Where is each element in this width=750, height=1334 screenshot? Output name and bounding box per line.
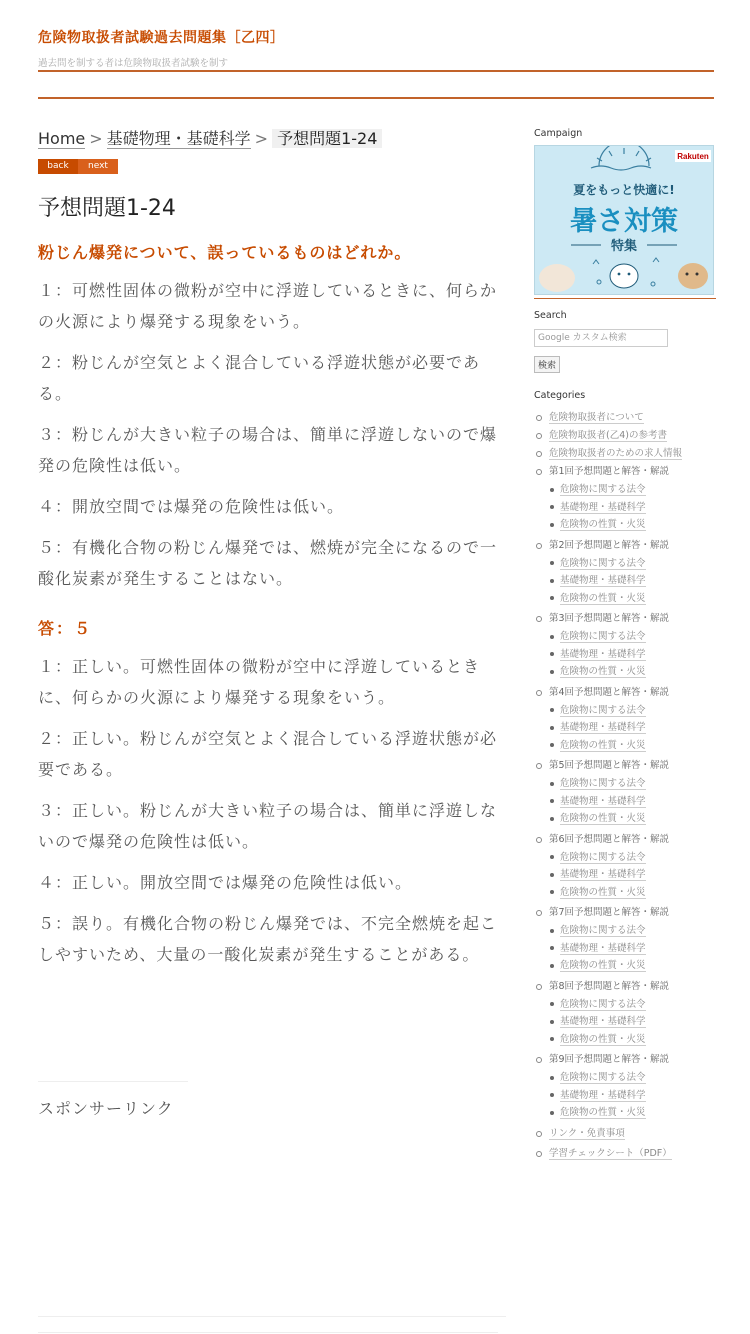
subcategory-item [549, 646, 716, 664]
subcategory-item [549, 1013, 716, 1031]
subcategory-item [549, 775, 716, 793]
subcategory-item [549, 719, 716, 737]
subcategory-link[interactable]: 危険物に関する法令 [560, 851, 646, 863]
round-label: 第3回予想問題と解答・解説 [549, 613, 670, 624]
round-label: 第1回予想問題と解答・解説 [549, 466, 670, 477]
round-category [534, 537, 716, 608]
subcategory-link[interactable]: 基礎物理・基礎科学 [560, 648, 646, 660]
categories-title: Categories [534, 390, 586, 401]
breadcrumb [38, 128, 506, 154]
category-item [534, 1145, 716, 1163]
category-link[interactable]: 危険物取扱者のための求人情報 [549, 448, 683, 459]
subcategory-link[interactable]: 基礎物理・基礎科学 [560, 942, 646, 954]
subcategory-link[interactable]: 危険物の性質・火災 [560, 1033, 646, 1045]
question-option: ５：有機化合物の粉じん爆発では、燃焼が完全になるので一酸化炭素が発生することはない。 [38, 538, 498, 588]
round-sublist [549, 775, 716, 828]
subcategory-item [549, 572, 716, 590]
subcategory-link[interactable]: 危険物の性質・火災 [560, 813, 646, 824]
category-item [534, 409, 716, 427]
site-header [38, 24, 714, 69]
subcategory-item [549, 940, 716, 958]
subcategory-link[interactable]: 危険物の性質・火災 [560, 666, 646, 677]
nav-divider [38, 97, 714, 99]
post-navigation [38, 159, 506, 174]
breadcrumb-current: 予想問題1-24 [272, 129, 382, 148]
subcategory-link[interactable]: 危険物の性質・火災 [560, 592, 646, 604]
subcategory-item [549, 849, 716, 867]
round-label: 第9回予想問題と解答・解説 [549, 1054, 670, 1065]
subcategory-link[interactable]: 危険物に関する法令 [560, 925, 646, 936]
footer-divider [38, 1316, 506, 1317]
footer-divider [38, 1332, 498, 1333]
round-category [534, 904, 716, 975]
search-button[interactable]: 検索 [534, 356, 560, 373]
round-sublist [549, 555, 716, 608]
subcategory-link[interactable]: 危険物に関する法令 [560, 998, 646, 1010]
round-label: 第2回予想問題と解答・解説 [549, 539, 670, 551]
subcategory-item [549, 884, 716, 902]
subcategory-link[interactable]: 危険物に関する法令 [560, 704, 646, 716]
search-input[interactable]: Google カスタム検索 [534, 329, 668, 347]
subcategory-item [549, 702, 716, 720]
round-sublist [549, 702, 716, 755]
round-category [534, 978, 716, 1049]
rakuten-logo: Rakuten [677, 152, 709, 161]
post-title: 予想問題1-24 [38, 196, 176, 221]
subcategory-item [549, 996, 716, 1014]
site-description: 過去問を制する者は危険物取扱者試験を制す [38, 58, 229, 69]
campaign-divider [534, 298, 716, 299]
round-label: 第4回予想問題と解答・解説 [549, 686, 670, 698]
breadcrumb-separator: > [254, 129, 269, 148]
subcategory-link[interactable]: 基礎物理・基礎科学 [560, 869, 646, 880]
category-item [534, 427, 716, 445]
subcategory-item [549, 922, 716, 940]
header-divider [38, 70, 714, 72]
subcategory-link[interactable]: 基礎物理・基礎科学 [560, 1016, 646, 1027]
subcategory-link[interactable]: 基礎物理・基礎科学 [560, 722, 646, 733]
round-category [534, 684, 716, 755]
sidebar [534, 128, 716, 1163]
answer-explanation: ２：正しい。粉じんが空気とよく混合している浮遊状態が必要である。 [38, 729, 498, 779]
banner-line3: 特集 [610, 239, 638, 254]
round-label: 第5回予想問題と解答・解説 [549, 760, 670, 771]
sponsor-label: スポンサーリンク [38, 1099, 174, 1118]
subcategory-link[interactable]: 危険物の性質・火災 [560, 739, 646, 751]
subcategory-item [549, 516, 716, 534]
subcategory-link[interactable]: 危険物の性質・火災 [560, 519, 646, 530]
category-item [534, 445, 716, 463]
subcategory-link[interactable]: 危険物の性質・火災 [560, 886, 646, 898]
subcategory-item [549, 663, 716, 681]
round-sublist [549, 849, 716, 902]
subcategory-item [549, 1087, 716, 1105]
sponsor-divider [38, 1081, 188, 1082]
round-category [534, 610, 716, 681]
question-option: ４：開放空間では爆発の危険性は低い。 [38, 497, 345, 516]
subcategory-link[interactable]: 危険物に関する法令 [560, 557, 646, 569]
subcategory-link[interactable]: 危険物に関する法令 [560, 631, 646, 642]
question-option: １：可燃性固体の微粉が空中に浮遊しているときに、何らかの火源により爆発する現象をいう。 [38, 281, 498, 331]
banner-line2: 暑さ対策 [570, 206, 678, 237]
subcategory-item [549, 481, 716, 499]
question-text: 粉じん爆発について、誤っているものはどれか。 [38, 243, 412, 262]
subcategory-link[interactable]: 基礎物理・基礎科学 [560, 575, 646, 586]
answer-explanation: ５：誤り。有機化合物の粉じん爆発では、不完全燃焼を起こしやすいため、大量の一酸化炭素が発生することがある。 [38, 914, 498, 964]
round-sublist [549, 481, 716, 534]
subcategory-link[interactable]: 基礎物理・基礎科学 [560, 501, 646, 513]
round-label: 第8回予想問題と解答・解説 [549, 980, 670, 992]
subcategory-link[interactable]: 基礎物理・基礎科学 [560, 795, 646, 807]
round-label: 第6回予想問題と解答・解説 [549, 833, 670, 845]
round-sublist [549, 1069, 716, 1122]
subcategory-item [549, 737, 716, 755]
subcategory-item [549, 810, 716, 828]
subcategory-link[interactable]: 危険物に関する法令 [560, 778, 646, 789]
search-title: Search [534, 310, 567, 321]
main-content [38, 128, 506, 970]
round-label: 第7回予想問題と解答・解説 [549, 907, 670, 918]
answer-explanation: １：正しい。可燃性固体の微粉が空中に浮遊しているときに、何らかの火源により爆発する現象をいう。 [38, 657, 481, 707]
answer-label: 答：５ [38, 619, 93, 638]
question-option: ３：粉じんが大きい粒子の場合は、簡単に浮遊しないので爆発の危険性は低い。 [38, 425, 498, 475]
breadcrumb-category-link[interactable]: 基礎物理・基礎科学 [106, 129, 251, 148]
subcategory-item [549, 1104, 716, 1122]
category-link[interactable]: 危険物取扱者(乙4)の参考書 [549, 430, 667, 441]
category-link[interactable]: リンク・免責事項 [549, 1127, 625, 1139]
subcategory-item [549, 628, 716, 646]
search-form [534, 329, 716, 373]
subcategory-item [549, 793, 716, 811]
subcategory-item [549, 1031, 716, 1049]
round-category [534, 757, 716, 828]
campaign-banner-graphic [535, 146, 713, 294]
subcategory-link[interactable]: 危険物の性質・火災 [560, 1107, 646, 1118]
subcategory-link[interactable]: 危険物に関する法令 [560, 1072, 646, 1083]
campaign-banner[interactable] [534, 145, 714, 295]
subcategory-item [549, 957, 716, 975]
subcategory-link[interactable]: 危険物に関する法令 [560, 484, 646, 495]
round-sublist [549, 628, 716, 681]
subcategory-item [549, 590, 716, 608]
category-item [534, 1125, 716, 1143]
round-sublist [549, 922, 716, 975]
round-category [534, 1051, 716, 1122]
subcategory-item [549, 499, 716, 517]
subcategory-item [549, 1069, 716, 1087]
round-category [534, 463, 716, 534]
site-title[interactable]: 危険物取扱者試験過去問題集［乙四］ [38, 30, 285, 46]
category-link[interactable]: 学習チェックシート（PDF） [549, 1147, 672, 1159]
breadcrumb-separator: > [89, 129, 103, 148]
next-button[interactable]: next [78, 159, 118, 174]
back-button[interactable]: back [38, 159, 78, 174]
subcategory-item [549, 866, 716, 884]
subcategory-link[interactable]: 危険物の性質・火災 [560, 960, 646, 971]
question-option: ２：粉じんが空気とよく混合している浮遊状態が必要である。 [38, 353, 481, 403]
round-category [534, 831, 716, 902]
subcategory-link[interactable]: 基礎物理・基礎科学 [560, 1089, 646, 1101]
categories-list [534, 409, 716, 1163]
answer-explanation: ４：正しい。開放空間では爆発の危険性は低い。 [38, 873, 413, 892]
round-sublist [549, 996, 716, 1049]
category-link[interactable]: 危険物取扱者について [549, 412, 644, 423]
breadcrumb-home-link[interactable]: Home [38, 129, 86, 148]
campaign-title: Campaign [534, 128, 583, 139]
answer-explanation: ３：正しい。粉じんが大きい粒子の場合は、簡単に浮遊しないので爆発の危険性は低い。 [38, 801, 498, 851]
banner-line1: 夏をもっと快適に! [573, 183, 675, 197]
subcategory-item [549, 555, 716, 573]
